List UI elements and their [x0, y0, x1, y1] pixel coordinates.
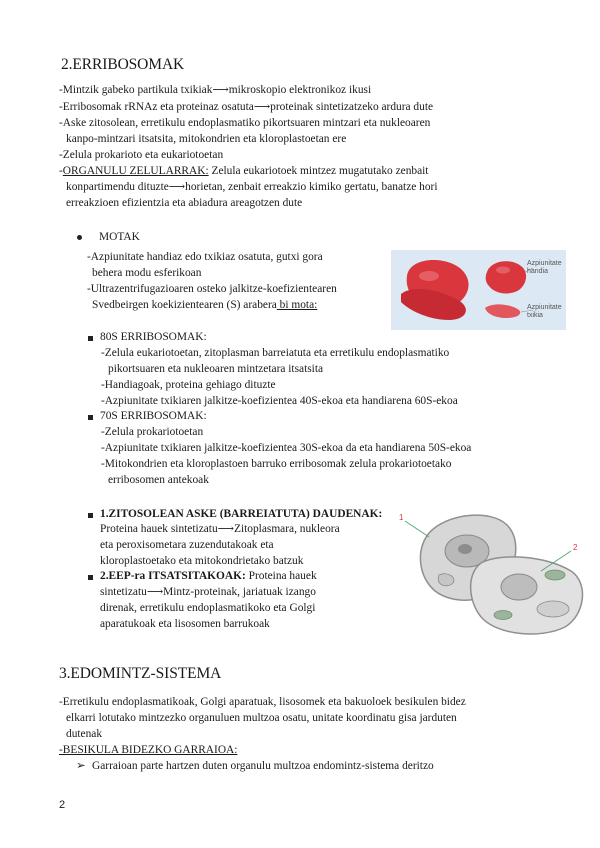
aske-title: 1.ZITOSOLEAN ASKE (BARREIATUTA) DAUDENAK:: [100, 508, 383, 520]
label-line: handia: [527, 268, 549, 275]
text-line: dutenak: [66, 728, 103, 740]
text-line: erribosomen antekoak: [108, 474, 209, 486]
figure-mark-1: 1: [399, 513, 404, 522]
nucleus-shape: [501, 574, 537, 600]
small-subunit-shape: [485, 304, 520, 318]
svedberg-line: [92, 298, 317, 313]
cell-illustration: [395, 505, 595, 638]
organulu-label: ORGANULU ZELULARRAK:: [62, 165, 209, 177]
page-number: 2: [59, 799, 66, 811]
besikula-label: -BESIKULA BIDEZKO GARRAIOA:: [59, 744, 238, 756]
chloroplast-shape: [494, 611, 512, 620]
text-line: konpartimendu dituzte⟶horietan, zenbait erreakzio kimiko gertatu, banatze hori: [66, 181, 438, 193]
eep-rest: Proteina hauek: [245, 570, 317, 582]
motak-title: MOTAK: [99, 231, 140, 243]
text-line: kanpo-mintzari itsatsita, mitokondrien eta kloroplastoetan ere: [66, 133, 347, 145]
s80-title: 80S ERRIBOSOMAK:: [100, 331, 207, 343]
text-line: -Erribosomak rRNAz eta proteinaz osatuta⟶proteinak sintetizatzeko ardura dute: [59, 101, 434, 113]
eep-line: [100, 569, 317, 584]
text-line: -Mintzik gabeko partikula txikiak⟶mikroskopio elektronikoz ikusi: [59, 84, 372, 96]
text-line: -Azpiunitate txikiaren jalkitze-koefizientea 40S-ekoa eta handiarena 60S-ekoa: [101, 395, 458, 407]
cell-figure: [395, 505, 595, 638]
section-heading-erribosomak: 2.ERRIBOSOMAK: [61, 56, 185, 73]
text-line: erreakzioen efizientzia eta abiadura areagotzen dute: [66, 197, 303, 209]
text-line: -Ultrazentrifugazioaren osteko jalkitze-koefizientearen: [87, 283, 337, 295]
label-line: Azpiunitate: [527, 260, 562, 267]
label-large-subunit: [527, 260, 562, 276]
text-line: -Handiagoak, proteina gehiago dituzte: [101, 379, 276, 391]
text-line: elkarri lotutako mintzezko organuluen multzoa osatu, unitate koordinatu gisa jarduten: [66, 712, 457, 724]
text-line: -Zelula prokarioto eta eukariotoetan: [59, 149, 224, 161]
text-line: -Zelula prokariotoetan: [101, 426, 204, 438]
text-line: pikortsuaren eta nukleoaren mintzetara itsatsita: [108, 363, 324, 375]
pointer-line-1: [405, 521, 429, 537]
arrow-bullet: ➢: [76, 760, 86, 772]
large-subunit-shape: [486, 261, 526, 293]
text-line: behera modu esferikoan: [92, 267, 202, 279]
text-line: -Azpiunitate handiaz edo txikiaz osatuta, gutxi gora: [87, 251, 323, 263]
section-heading-edomintz: 3.EDOMINTZ-SISTEMA: [59, 665, 222, 682]
vacuole-shape: [537, 601, 569, 617]
text-line: kloroplastoetako eta mitokondrietako batzuk: [100, 555, 304, 567]
chloroplast-shape: [545, 570, 565, 580]
svedberg-text: Svedbeirgen koekizientearen (S) arabera: [92, 299, 277, 311]
ribosome-figure: [391, 250, 566, 330]
organulu-line: -ORGANULU ZELULARRAK: Zelula eukariotoek mintzez mugatutako zenbait: [59, 165, 429, 177]
bullet-square: [88, 513, 93, 518]
label-small-subunit: [527, 304, 562, 320]
eep-title: 2.EEP-ra ITSATSITAKOAK:: [100, 570, 246, 582]
text-line: aparatukoak eta lisosomen barrukoak: [100, 618, 270, 630]
svedberg-link: bi mota:: [276, 299, 318, 311]
text-line: -Zelula eukariotoetan, zitoplasman barreiatuta eta erretikulu endoplasmatiko: [101, 347, 450, 359]
bullet-dot: [77, 235, 82, 240]
text-line: Garraioan parte hartzen duten organulu multzoa endomintz-sistema deritzo: [92, 760, 434, 772]
label-line: Azpiunitate: [527, 304, 562, 311]
organelle-shape: [438, 574, 454, 586]
text-line: -Erretikulu endoplasmatikoak, Golgi aparatuak, lisosomek eta bakuoloek besikulen bidez: [59, 696, 466, 708]
highlight-shape: [496, 267, 510, 274]
nucleolus-shape: [458, 544, 472, 554]
bullet-square: [88, 575, 93, 580]
text-line: -Mitokondrien eta kloroplastoen barruko erribosomak zelula prokariotoetako: [101, 458, 452, 470]
s70-title: 70S ERRIBOSOMAK:: [100, 410, 207, 422]
text-line: direnak, erretikulu endoplasmatikoko eta Golgi: [100, 602, 316, 614]
highlight-shape: [419, 271, 439, 281]
bullet-square: [88, 336, 93, 341]
text-line: sintetizatu⟶Mintz-proteinak, jariatuak izango: [100, 586, 316, 598]
label-line: txikia: [527, 312, 543, 319]
organulu-rest: Zelula eukariotoek mintzez mugatutako zenbait: [208, 165, 429, 177]
text-line: -Aske zitosolean, erretikulu endoplasmatiko pikortsuaren mintzari eta nukleoaren: [59, 117, 431, 129]
text-line: -Azpiunitate txikiaren jalkitze-koefizientea 30S-ekoa da eta handiarena 50S-ekoa: [101, 442, 472, 454]
bullet-square: [88, 415, 93, 420]
text-line: Proteina hauek sintetizatu⟶Zitoplasmara, nukleora: [100, 523, 340, 535]
figure-mark-2: 2: [573, 543, 578, 552]
text-line: eta peroxisometara zuzendutakoak eta: [100, 539, 274, 551]
